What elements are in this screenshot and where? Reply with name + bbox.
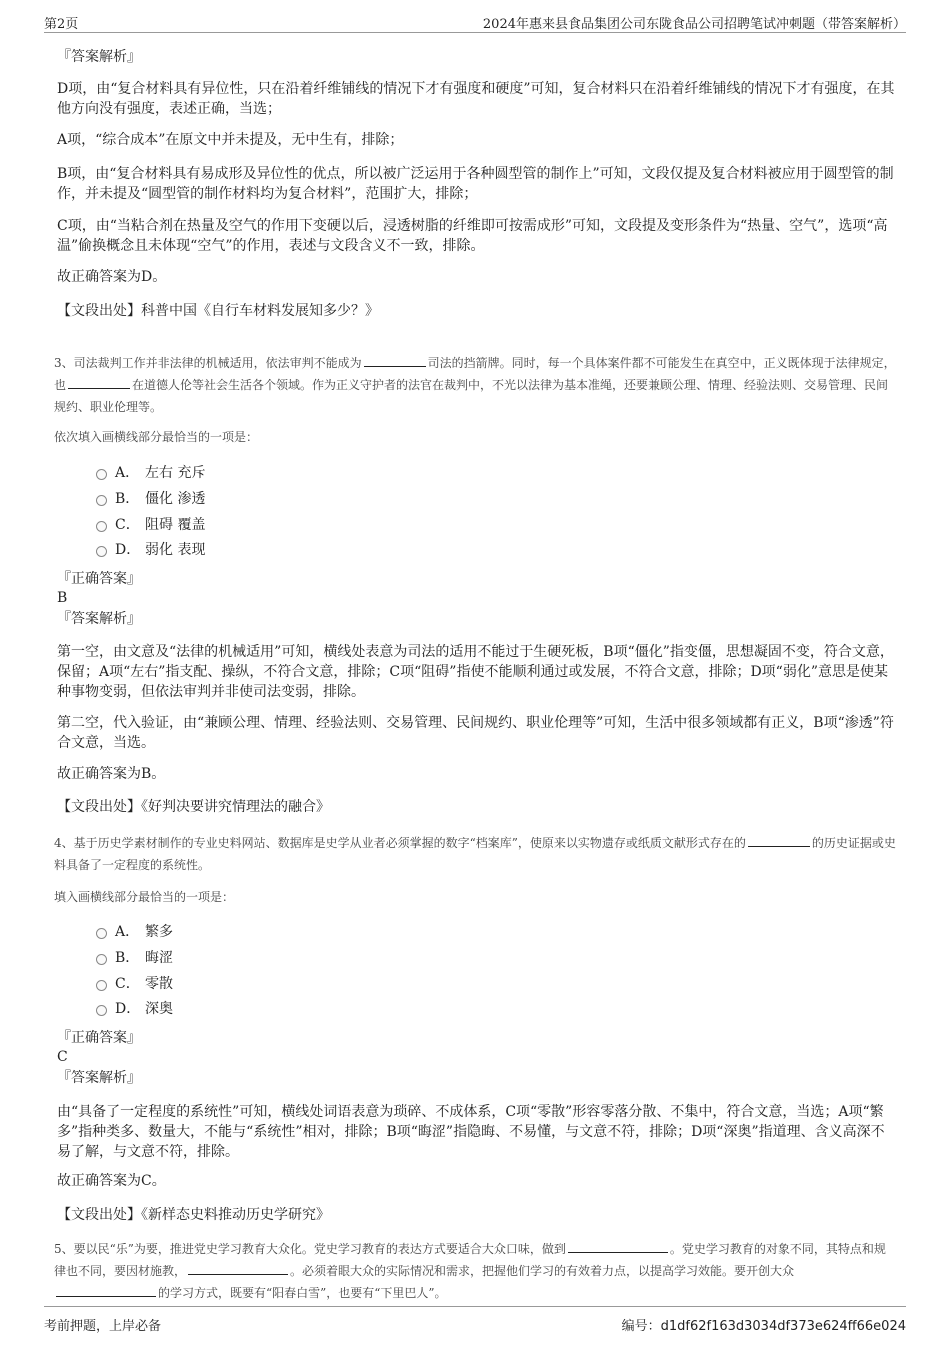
- q2-analysis-c: C项，由“当粘合剂在热量及空气的作用下变硬以后，浸透树脂的纤维即可按需成形”可知，文段提及变形条件为“热量、空气”，选项“高温”偷换概念且未体现“空气”的作用，表述与文段含义不一致，排除。: [57, 218, 888, 254]
- option-letter: C．: [115, 517, 140, 533]
- q4-source: 【文段出处】《新样态史料推动历史学研究》: [57, 1207, 330, 1223]
- option-text: 繁多: [145, 924, 173, 940]
- page-number: 第2页: [44, 17, 79, 32]
- footer-slogan: 考前押题，上岸必备: [44, 1319, 162, 1334]
- q3-option-a[interactable]: [96, 463, 205, 483]
- q2-conclusion: 故正确答案为D。: [57, 269, 167, 285]
- option-letter: A．: [115, 924, 140, 940]
- footer-code: [622, 1315, 906, 1334]
- q4-prompt: 填入画横线部分最恰当的一项是：: [54, 890, 235, 904]
- q5-stem-part3: 。必须着眼大众的实际情况和需求，把握他们学习的有效着力点，以提高学习效能。要开创大众: [290, 1264, 795, 1278]
- q3-analysis-label: 『答案解析』: [57, 611, 141, 627]
- q3-prompt: 依次填入画横线部分最恰当的一项是：: [54, 430, 259, 444]
- q3-stem-part2: 司法的挡箭牌。同时，每一个具体案件都不可能发生在真空中，正义既体现于法律规定，也: [54, 356, 896, 392]
- footer-code-value: d1df62f163d3034df373e624ff66e024: [660, 1319, 906, 1334]
- q3-correct-label: 『正确答案』: [57, 571, 141, 587]
- q4-blank: [748, 833, 810, 847]
- q3-option-d[interactable]: [96, 540, 205, 560]
- document-title: 2024年惠来县食品集团公司东陇食品公司招聘笔试冲刺题（带答案解析）: [482, 17, 906, 32]
- option-letter: D．: [115, 1001, 141, 1017]
- q3-option-c[interactable]: [96, 515, 205, 535]
- q3-stem-part1: 3、司法裁判工作并非法律的机械适用，依法审判不能成为: [54, 356, 362, 370]
- option-text: 晦涩: [145, 950, 173, 966]
- q3-blank-2: [68, 375, 130, 389]
- q4-stem-part1: 4、基于历史学素材制作的专业史料网站、数据库是史学从业者必须掌握的数字“档案库”，使原来以实物遗存或纸质文献形式存在的: [54, 836, 746, 850]
- option-letter: D．: [115, 542, 141, 558]
- q5-blank-2: [188, 1261, 288, 1275]
- option-letter: B．: [115, 491, 140, 507]
- q3-correct-value: B: [57, 590, 68, 606]
- radio-icon[interactable]: [96, 521, 107, 532]
- page-footer: [44, 1306, 906, 1337]
- q3-analysis-2: 第二空，代入验证，由“兼顾公理、情理、经验法则、交易管理、民间规约、职业伦理等”可知，生活中很多领域都有正义，B项“渗透”符合文意，当选。: [57, 715, 894, 751]
- q4-stem-part2: 的历史证据或史料具备了一定程度的系统性。: [54, 836, 896, 872]
- q4-option-c[interactable]: [96, 974, 173, 994]
- option-text: 零散: [145, 976, 173, 992]
- radio-icon[interactable]: [96, 546, 107, 557]
- q2-analysis-d: D项，由“复合材料具有异位性，只在沿着纤维铺线的情况下才有强度和硬度”可知，复合材料只在沿着纤维铺线的情况下才有强度，在其他方向没有强度，表述正确，当选；: [57, 81, 895, 117]
- q5-stem-part4: 的学习方式，既要有“阳春白雪”，也要有“下里巴人”。: [158, 1286, 447, 1300]
- option-text: 弱化 表现: [145, 542, 206, 558]
- q3-analysis-1: 第一空，由文意及“法律的机械适用”可知，横线处表意为司法的适用不能过于生硬死板，B项“僵化”指变僵，思想凝固不变，符合文意，保留；A项“左右”指支配、操纵，不符合文意，排除；C项“阻碍”指使不能顺利通过或发展，不符合文意，排除；D项“弱化”意思是使某种事物变弱，但依法审判并非使司法变弱，排除。: [57, 644, 894, 700]
- radio-icon[interactable]: [96, 1005, 107, 1016]
- q4-option-d[interactable]: [96, 999, 173, 1019]
- option-text: 左右 充斥: [145, 465, 206, 481]
- q3-conclusion: 故正确答案为B。: [57, 766, 166, 782]
- q4-analysis-1: 由“具备了一定程度的系统性”可知，横线处词语表意为琐碎、不成体系，C项“零散”形容零落分散、不集中，符合文意，当选；A项“繁多”指种类多、数量大，不能与“系统性”相对，排除；B项“晦涩”指隐晦、不易懂，与文意不符，排除；D项“深奥”指道理、含义高深不易了解，与文意不符，排除。: [57, 1104, 885, 1160]
- q2-source: 【文段出处】科普中国《自行车材料发展知多少？》: [57, 303, 379, 319]
- option-letter: B．: [115, 950, 140, 966]
- q4-correct-label: 『正确答案』: [57, 1030, 141, 1046]
- q4-option-b[interactable]: [96, 948, 173, 968]
- q2-analysis-label: 『答案解析』: [57, 49, 141, 65]
- page-header: [44, 10, 906, 33]
- q4-correct-value: C: [57, 1049, 68, 1065]
- q3-blank-1: [364, 353, 426, 367]
- option-letter: C．: [115, 976, 140, 992]
- q4-analysis-label: 『答案解析』: [57, 1070, 141, 1086]
- radio-icon[interactable]: [96, 495, 107, 506]
- radio-icon[interactable]: [96, 469, 107, 480]
- q5-stem-part2: 。党史学习教育的对象不同，其特点和规律也不同，要因材施教，: [54, 1242, 886, 1278]
- q4-stem: [54, 832, 896, 876]
- q2-analysis-a: A项，“综合成本”在原文中并未提及，无中生有，排除；: [57, 132, 404, 148]
- option-text: 阻碍 覆盖: [145, 517, 206, 533]
- q4-conclusion: 故正确答案为C。: [57, 1173, 166, 1189]
- footer-code-label: 编号：: [621, 1319, 661, 1334]
- q5-blank-3: [56, 1283, 156, 1297]
- option-letter: A．: [115, 465, 140, 481]
- q3-option-b[interactable]: [96, 489, 205, 509]
- q2-analysis-b: B项，由“复合材料具有易成形及异位性的优点，所以被广泛运用于各种圆型管的制作上”可知，文段仅提及复合材料被应用于圆型管的制作，并未提及“圆型管的制作材料均为复合材料”，范围扩大，排除；: [57, 166, 894, 202]
- q3-source: 【文段出处】《好判决要讲究情理法的融合》: [57, 799, 330, 815]
- radio-icon[interactable]: [96, 954, 107, 965]
- radio-icon[interactable]: [96, 980, 107, 991]
- q3-stem: [54, 352, 896, 418]
- q4-option-a[interactable]: [96, 922, 173, 942]
- q3-stem-part3: 在道德人伦等社会生活各个领域。作为正义守护者的法官在裁判中，不光以法律为基本准绳，还要兼顾公理、情理、经验法则、交易管理、民间规约、职业伦理等。: [54, 378, 889, 414]
- q5-blank-1: [568, 1239, 668, 1253]
- option-text: 僵化 渗透: [145, 491, 206, 507]
- q5-stem: [54, 1238, 896, 1304]
- radio-icon[interactable]: [96, 928, 107, 939]
- option-text: 深奥: [145, 1001, 173, 1017]
- q5-stem-part1: 5、要以民“乐”为要，推进党史学习教育大众化。党史学习教育的表达方式要适合大众口味，做到: [54, 1242, 566, 1256]
